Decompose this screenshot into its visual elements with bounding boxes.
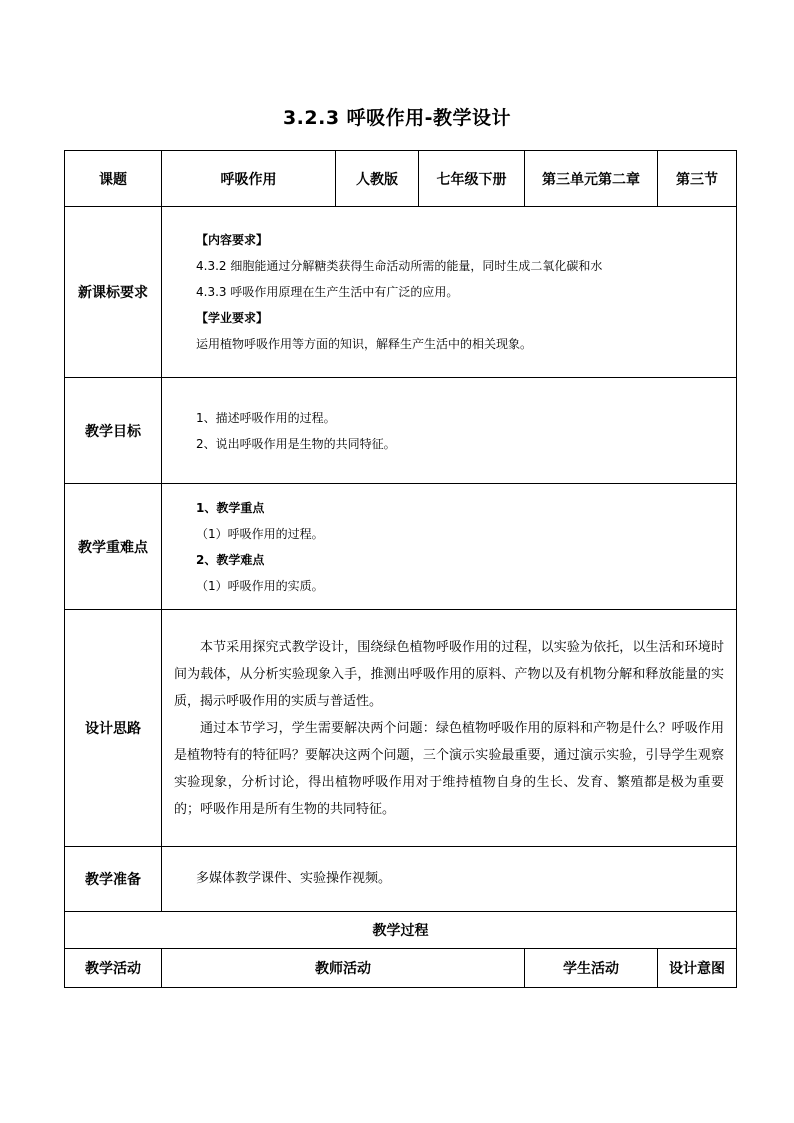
document-title: 3.2.3 呼吸作用-教学设计 [282,107,512,129]
process-title-row [65,912,737,949]
difficulty-heading: 2、教学难点 [196,552,265,567]
column-teaching-activity: 教学活动 [65,949,162,988]
table-header-row [65,151,737,207]
key-points-row [65,484,737,610]
topic-label: 课题 [65,151,162,207]
key-points-content [162,484,737,610]
preparation-label: 教学准备 [65,847,162,912]
goals-row [65,378,737,484]
key-points-label: 教学重难点 [65,484,162,610]
goals-content [162,378,737,484]
publisher-cell: 人教版 [336,151,419,207]
curriculum-line: 4.3.2 细胞能通过分解糖类获得生命活动所需的能量，同时生成二氧化碳和水 [196,259,603,273]
column-student-activity: 学生活动 [525,949,658,988]
goal-item: 2、说出呼吸作用是生物的共同特征。 [196,436,396,451]
design-row [65,610,737,847]
academic-requirement-heading: 【学业要求】 [196,311,269,325]
preparation-content [162,847,737,912]
preparation-text: 多媒体教学课件、实验操作视频。 [196,871,392,886]
design-paragraph: 本节采用探究式教学设计，围绕绿色植物呼吸作用的过程，以实验为依托，以生活和环境时间为载体，从分析实验现象入手，推测出呼吸作用的原料、产物以及有机物分解和释放能量的实质，揭示呼吸作用的实质与普适性。 [174,639,724,709]
section-cell: 第三节 [658,151,737,207]
content-requirement-heading: 【内容要求】 [196,233,269,247]
grade-cell: 七年级下册 [419,151,525,207]
column-teacher-activity: 教师活动 [162,949,525,988]
unit-cell: 第三单元第二章 [525,151,658,207]
column-design-intent: 设计意图 [658,949,737,988]
topic-value: 呼吸作用 [162,151,336,207]
curriculum-label: 新课标要求 [65,207,162,378]
design-content [162,610,737,847]
curriculum-line: 运用植物呼吸作用等方面的知识，解释生产生活中的相关现象。 [196,337,533,351]
curriculum-content [162,207,737,378]
goals-label: 教学目标 [65,378,162,484]
key-point-heading: 1、教学重点 [196,500,265,515]
difficulty-item: （1）呼吸作用的实质。 [196,578,324,593]
design-paragraph: 通过本节学习，学生需要解决两个问题：绿色植物呼吸作用的原料和产物是什么？呼吸作用是植物特有的特征吗？要解决这两个问题，三个演示实验最重要，通过演示实验，引导学生观察实验现象，分析讨论，得出植物呼吸作用对于维持植物自身的生长、发育、繁殖都是极为重要的；呼吸作用是所有生物的共同特征。 [174,720,724,817]
process-title: 教学过程 [65,912,737,949]
process-columns-row [65,949,737,988]
goal-item: 1、描述呼吸作用的过程。 [196,410,336,425]
design-label: 设计思路 [65,610,162,847]
key-point-item: （1）呼吸作用的过程。 [196,526,324,541]
lesson-plan-table [64,150,737,988]
preparation-row [65,847,737,912]
curriculum-row [65,207,737,378]
curriculum-line: 4.3.3 呼吸作用原理在生产生活中有广泛的应用。 [196,285,459,299]
